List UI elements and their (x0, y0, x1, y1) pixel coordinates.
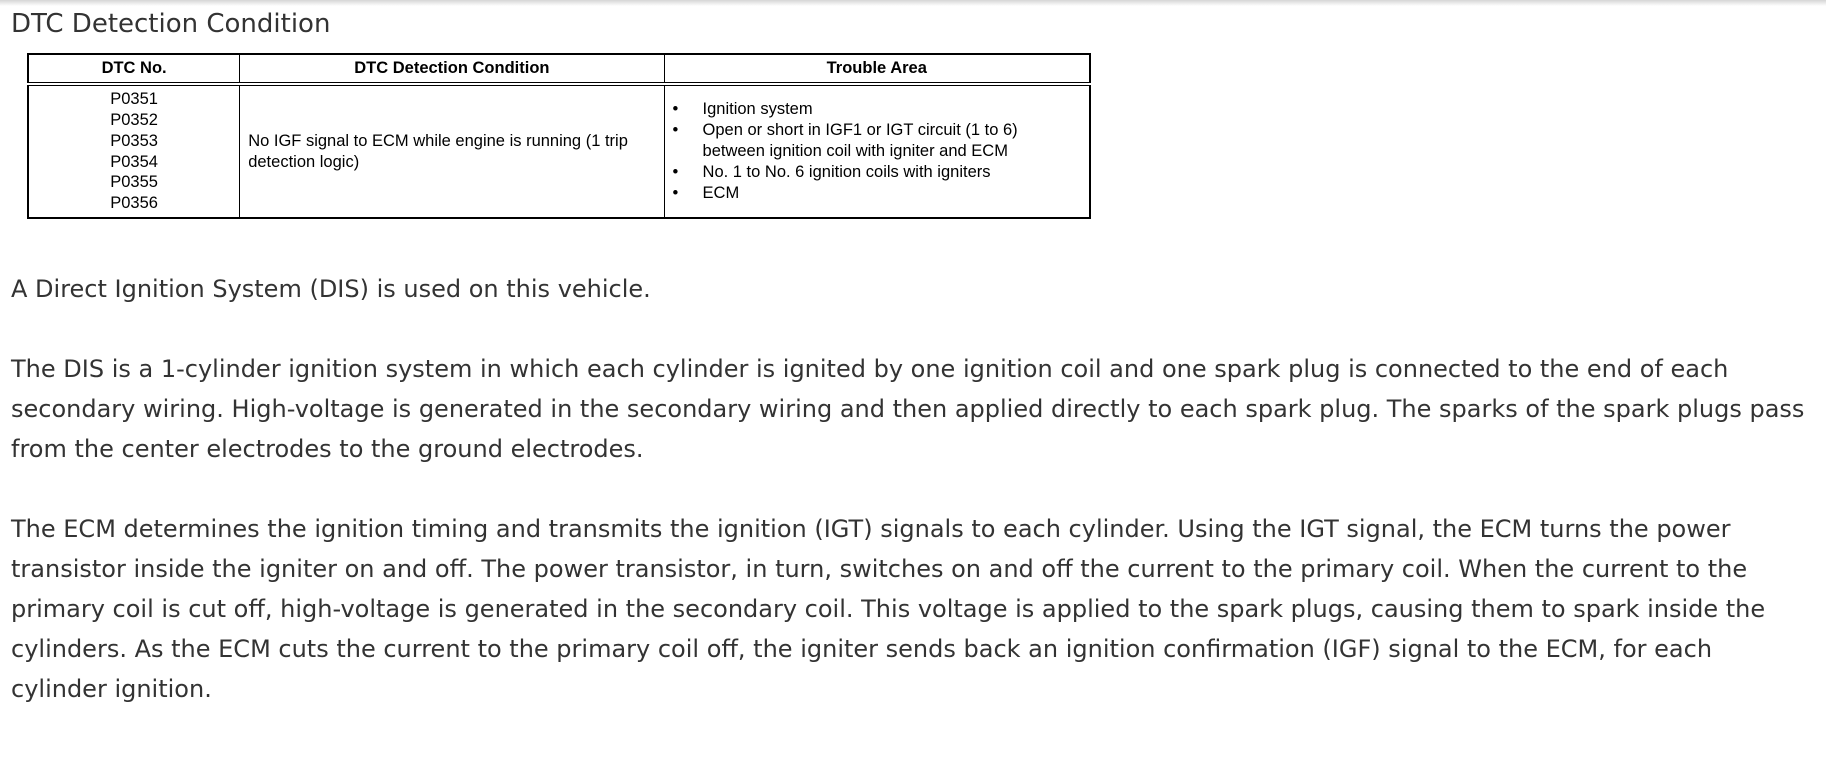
bullet-icon: • (672, 184, 679, 202)
list-item (673, 183, 1081, 204)
trouble-area-text: ECM (702, 184, 740, 202)
table-row (28, 84, 1090, 218)
dtc-code: P0351 (110, 90, 158, 109)
dtc-code: P0352 (110, 111, 158, 130)
dtc-code: P0355 (110, 173, 158, 192)
dtc-code-list (29, 87, 239, 215)
dtc-code: P0353 (110, 131, 158, 150)
header-detection-condition: DTC Detection Condition (240, 54, 664, 84)
trouble-area-text: Ignition system (702, 100, 813, 118)
detection-condition-text: No IGF signal to ECM while engine is running (1 trip detection logic) (248, 131, 628, 171)
paragraph-dis-description: The DIS is a 1-cylinder ignition system in which each cylinder is ignited by one ignition coil and one spark plug is connected to the end of each secondary wiring. High-voltage is generated in the secondary wiring and then applied directly to each spark plug. The sparks of the spark plugs pass from the center electrodes to the ground electrodes. (11, 355, 1805, 463)
dtc-code: P0356 (110, 193, 158, 212)
dtc-codes-cell (28, 84, 240, 218)
dtc-table (27, 53, 1091, 219)
header-dtc-no: DTC No. (28, 54, 240, 84)
bullet-icon: • (672, 121, 679, 139)
list-item (673, 99, 1081, 120)
trouble-area-list (665, 99, 1089, 204)
trouble-area-cell (664, 84, 1090, 218)
bullet-icon: • (672, 100, 679, 118)
list-item (673, 162, 1081, 183)
trouble-area-text: No. 1 to No. 6 ignition coils with igniters (702, 163, 991, 181)
dtc-code: P0354 (110, 152, 158, 171)
list-item (673, 120, 1081, 162)
table-header-row (28, 54, 1090, 84)
bullet-icon: • (672, 163, 679, 181)
header-trouble-area: Trouble Area (664, 54, 1090, 84)
detection-condition-cell (240, 84, 664, 218)
paragraph-dis-intro: A Direct Ignition System (DIS) is used on this vehicle. (11, 275, 651, 303)
section-title: DTC Detection Condition (11, 9, 331, 39)
trouble-area-text: Open or short in IGF1 or IGT circuit (1 to 6) between ignition coil with igniter and ECM (702, 121, 1018, 160)
paragraph-ecm-ignition: The ECM determines the ignition timing and transmits the ignition (IGT) signals to each cylinder. Using the IGT signal, the ECM turns the power transistor inside the igniter on and off. The power transistor, in turn, switches on and off the current to the primary coil. When the current to the primary coil is cut off, high-voltage is generated in the secondary coil. This voltage is applied to the spark plugs, causing them to spark inside the cylinders. As the ECM cuts the current to the primary coil off, the igniter sends back an ignition confirmation (IGF) signal to the ECM, for each cylinder ignition. (11, 515, 1766, 703)
